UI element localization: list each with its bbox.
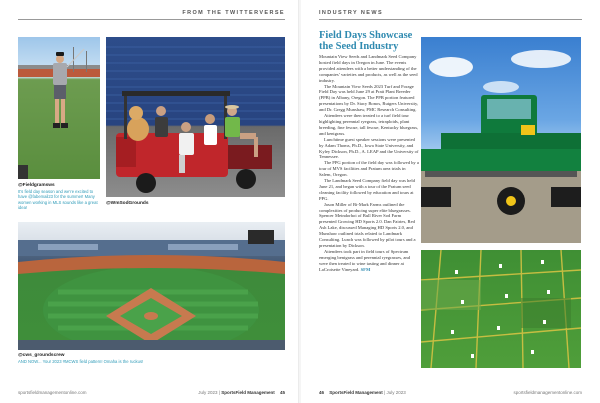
article-paragraph: The Mountain View Seeds 2023 Turf and Forage Field Day was held June 29 at Pratt Plant Breeder (PPB) in Albany, Oregon. The PPB portion featured presentations by Dr. Stacy Bonos, Rutgers University, and Dr. Gregg Munshaw, PMC Research Consulting. bbox=[319, 83, 419, 113]
left-page bbox=[0, 0, 299, 403]
section-head-rule bbox=[319, 19, 582, 20]
folio-issue: | July 2023 bbox=[384, 390, 406, 395]
tweet-text: It’s field day season and we’re excited to have @fabemail23 for the summer! Many women working in MLS sounds like a great idea! bbox=[18, 188, 98, 211]
article-paragraph bbox=[319, 249, 419, 273]
twitter-handle[interactable]: @cws_groundscrew bbox=[18, 353, 65, 358]
cart-illustration bbox=[106, 37, 285, 197]
article-paragraph: Lunchtime guest speaker sessions were presented by Adam Thoms, Ph.D., Iowa State University, and Kyley Dickson, Ph.D., A. LEAP and the University of Tennessee. bbox=[319, 136, 419, 160]
folio-site[interactable]: sportsfieldmanagementonline.com bbox=[513, 390, 582, 395]
folio-left-issue bbox=[198, 390, 285, 395]
section-head-twitterverse: FROM THE TWITTERVERSE bbox=[182, 10, 285, 16]
photo-baseball-stadium bbox=[18, 222, 285, 350]
photo-groundskeeper bbox=[18, 37, 100, 179]
caption-groundskeeper bbox=[18, 183, 102, 211]
twitter-handle[interactable]: @WmSodGrounds bbox=[106, 201, 149, 206]
folio-right-issue bbox=[319, 390, 406, 395]
article-title: Field Days Showcase the Seed Industry bbox=[319, 30, 413, 52]
article-paragraph: Jason Miller of Bi-Mark Farms outlined the complexities of producing super elite bluegrasses. Spencer Meindorhoi of Bull River Sod Farm presented Growing HD Sports 2.0. Dan Fairies, Red Ash Lake, discussed Managing HD Sports 2.0, and Munshaw outlined trials related to Landmark Consulting. Lunch was followed by pilot tours and a presentation by Dickson. bbox=[319, 201, 416, 248]
caption-crew-in-cart bbox=[106, 201, 285, 207]
folio-page-number: 45 bbox=[279, 390, 285, 395]
twitter-handle[interactable]: @Fieldgramsws bbox=[18, 183, 55, 188]
stadium-illustration bbox=[18, 222, 285, 350]
caption-stadium bbox=[18, 353, 285, 364]
folio-magazine: SportsField Management bbox=[329, 390, 383, 395]
folio-page-number: 46 bbox=[319, 390, 325, 395]
article-paragraph: Mountain View Seeds and Landmark Seed Company hosted field days in Oregon in June. The events provided attendees with a better understanding of the companies’ varieties and products, as well as the seed industry. bbox=[319, 54, 418, 83]
folio-issue: July 2023 | bbox=[198, 390, 220, 395]
groundskeeper-illustration bbox=[18, 37, 100, 179]
harvester-illustration bbox=[421, 37, 581, 243]
tweet-text: AND NOW... Your 2023 #MCWS field pattern! Omaha is the ruckus! bbox=[18, 358, 144, 364]
folio-magazine: SportsField Management bbox=[221, 390, 275, 395]
section-head-industry-news: INDUSTRY NEWS bbox=[319, 10, 384, 16]
right-page bbox=[301, 0, 600, 403]
photo-crew-in-cart bbox=[106, 37, 285, 197]
section-head-rule bbox=[18, 19, 285, 20]
folio-left-site bbox=[18, 390, 87, 395]
folio-site[interactable]: sportsfieldmanagementonline.com bbox=[18, 390, 87, 395]
folio-right-site bbox=[513, 390, 582, 395]
photo-trial-plots bbox=[421, 250, 581, 368]
article-body bbox=[319, 54, 419, 273]
photo-harvester bbox=[421, 37, 581, 243]
article-paragraph: The Landmark Seed Company field day was held June 21, and began with a tour of the Pratum seed cleaning facility followed by education and tours at PPG. bbox=[319, 178, 415, 201]
article-paragraph: Attendees were then treated to a turf field tour highlighting perennial ryegrass, tetraploids, plant breeding, fine fescue, tall fescue, Kentucky bluegrass, and kentgrass. bbox=[319, 113, 419, 136]
trial-plots-illustration bbox=[421, 250, 581, 368]
article-paragraph: The PPG portion of the field day was followed by a tour of MVS facilities and Pratum area trials in Salem, Oregon. bbox=[319, 160, 419, 178]
article-paragraph-text: Attendees took part in field tours of Spectrum emerging bentgrass and perennial ryegrasses, and were then treated to wine tasting and dinner at LaCroisette Vineyard. bbox=[319, 248, 410, 272]
end-mark: SFM bbox=[360, 266, 371, 272]
